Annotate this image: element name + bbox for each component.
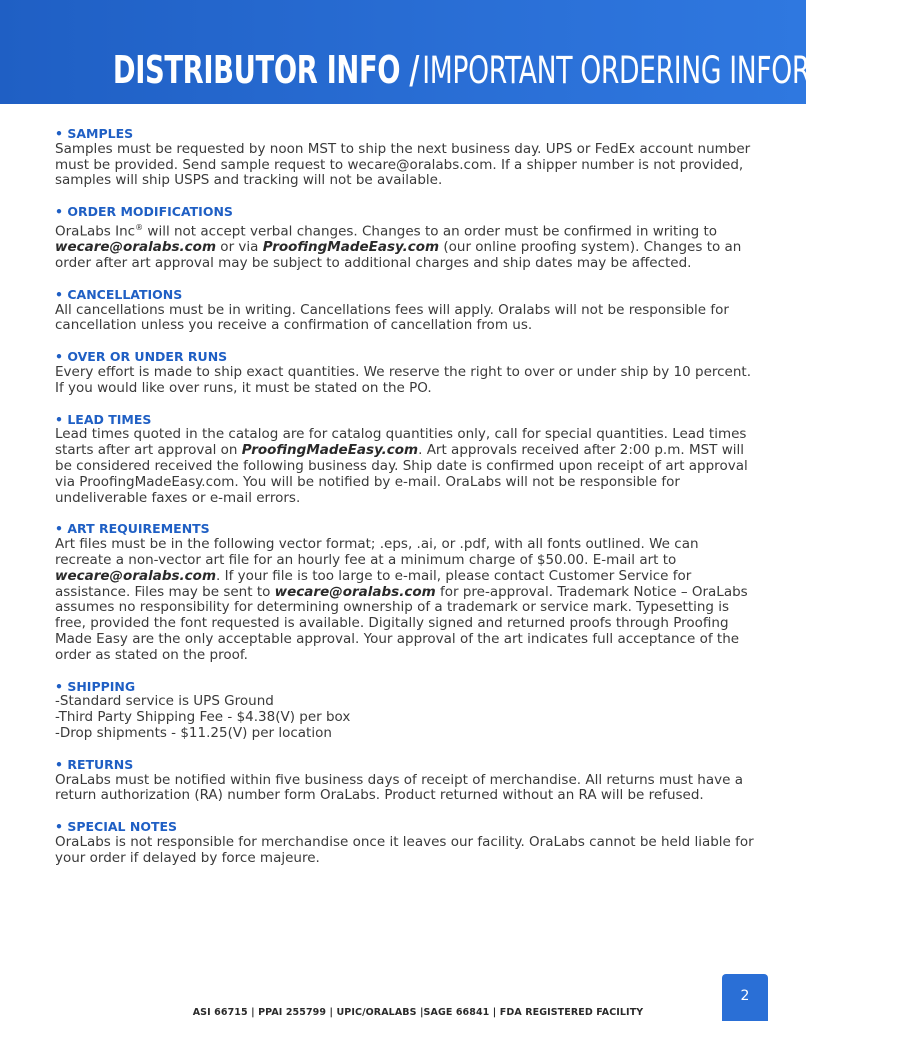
email-link[interactable]: wecare@oralabs.com — [55, 567, 217, 584]
section-body: OraLabs must be notified within five business days of receipt of merchandise. All returns must have a return authorization (RA) number form OraLabs. Product returned without an RA will be refused. — [55, 771, 743, 804]
section-art-requirements — [55, 521, 755, 663]
section-over-under-runs — [55, 349, 755, 396]
section-body — [55, 537, 755, 663]
page-title-bold: DISTRIBUTOR INFO / — [112, 48, 419, 92]
registered-mark: ® — [135, 222, 144, 232]
text-run: . Art approvals received after 2:00 p.m. MST will be considered received the following business day. Ship date is confirmed upon receipt of art approval via ProofingMadeEasy.com. You will be notified by e-mail. OraLabs will not be responsible for undeliverable faxes or e-mail errors. — [55, 442, 748, 506]
section-body: OraLabs is not responsible for merchandise once it leaves our facility. OraLabs cannot be held liable for your order if delayed by force majeure. — [55, 833, 754, 866]
text-run: or via — [216, 239, 263, 256]
text-run: OraLabs Inc — [55, 223, 136, 240]
shipping-line: -Third Party Shipping Fee - $4.38(V) per box — [55, 709, 351, 726]
shipping-line: -Drop shipments - $11.25(V) per location — [55, 725, 332, 741]
section-heading: • CANCELLATIONS — [55, 286, 183, 302]
email-link[interactable]: wecare@oralabs.com — [55, 239, 217, 256]
website-link[interactable]: ProofingMadeEasy.com — [241, 442, 419, 459]
text-run: Art files must be in the following vector format; .eps, .ai, or .pdf, with all fonts outlined. We can recreate a non-vector art file for an hourly fee at a minimum charge of $50.00. E-mail art to — [55, 536, 699, 569]
text-run: will not accept verbal changes. Changes to an order must be confirmed in writing to — [143, 223, 718, 240]
section-body: Every effort is made to ship exact quantities. We reserve the right to over or under ship by 10 percent. If you would like over runs, it must be stated on the PO. — [55, 364, 752, 396]
section-heading: • OVER OR UNDER RUNS — [55, 349, 228, 365]
page-title — [112, 48, 912, 92]
page-title-light: IMPORTANT ORDERING INFORMATION — [422, 49, 912, 92]
website-link[interactable]: ProofingMadeEasy.com — [262, 239, 440, 256]
shipping-line: -Standard service is UPS Ground — [55, 693, 274, 710]
section-lead-times — [55, 412, 755, 507]
section-shipping — [55, 679, 755, 742]
section-body: All cancellations must be in writing. Cancellations fees will apply. Oralabs will not be responsible for cancellation unless you receive a confirmation of cancellation from us. — [55, 301, 729, 334]
section-special-notes — [55, 819, 755, 866]
section-body — [55, 427, 755, 506]
section-returns — [55, 757, 755, 804]
section-heading: • ORDER MODIFICATIONS — [55, 204, 233, 220]
ordering-info-content — [55, 126, 755, 882]
footer-credentials: ASI 66715 | PPAI 255799 | UPIC/ORALABS |SAGE 66841 | FDA REGISTERED FACILITY — [192, 1007, 644, 1018]
section-heading: • ART REQUIREMENTS — [55, 521, 210, 537]
section-samples — [55, 126, 755, 189]
text-run: . If your file is too large to e-mail, please contact Customer Service for assistance. Files may be sent to — [55, 567, 692, 600]
text-run: Lead times quoted in the catalog are for catalog quantities only, call for special quantities. Lead times starts after art approval on — [55, 426, 747, 459]
email-link[interactable]: wecare@oralabs.com — [274, 583, 436, 600]
section-heading: • SPECIAL NOTES — [55, 819, 178, 835]
section-body — [55, 220, 755, 272]
section-heading: • SHIPPING — [55, 678, 136, 694]
text-run: (our online proofing system). Changes to an order after art approval may be subject to additional charges and ship dates may be affected. — [55, 239, 742, 272]
section-heading: • RETURNS — [55, 756, 134, 772]
section-order-modifications — [55, 204, 755, 272]
section-heading: • SAMPLES — [55, 126, 134, 141]
text-run: for pre-approval. Trademark Notice – OraLabs assumes no responsibility for determining ownership of a trademark or service mark. Typesetting is free, provided the font requested is available. Digitally signed and returned proofs through Proofing Made Easy are the only acceptable approval. Your approval of the art indicates full acceptance of the order as stated on the proof. — [55, 583, 748, 663]
section-heading: • LEAD TIMES — [55, 411, 152, 427]
page-number: 2 — [722, 974, 768, 1021]
section-body: Samples must be requested by noon MST to ship the next business day. UPS or FedEx account number must be provided. Send sample request to wecare@oralabs.com. If a shipper number is not provided, samples will ship USPS and tracking will not be available. — [55, 140, 751, 189]
section-cancellations — [55, 287, 755, 334]
header-banner — [0, 0, 912, 104]
